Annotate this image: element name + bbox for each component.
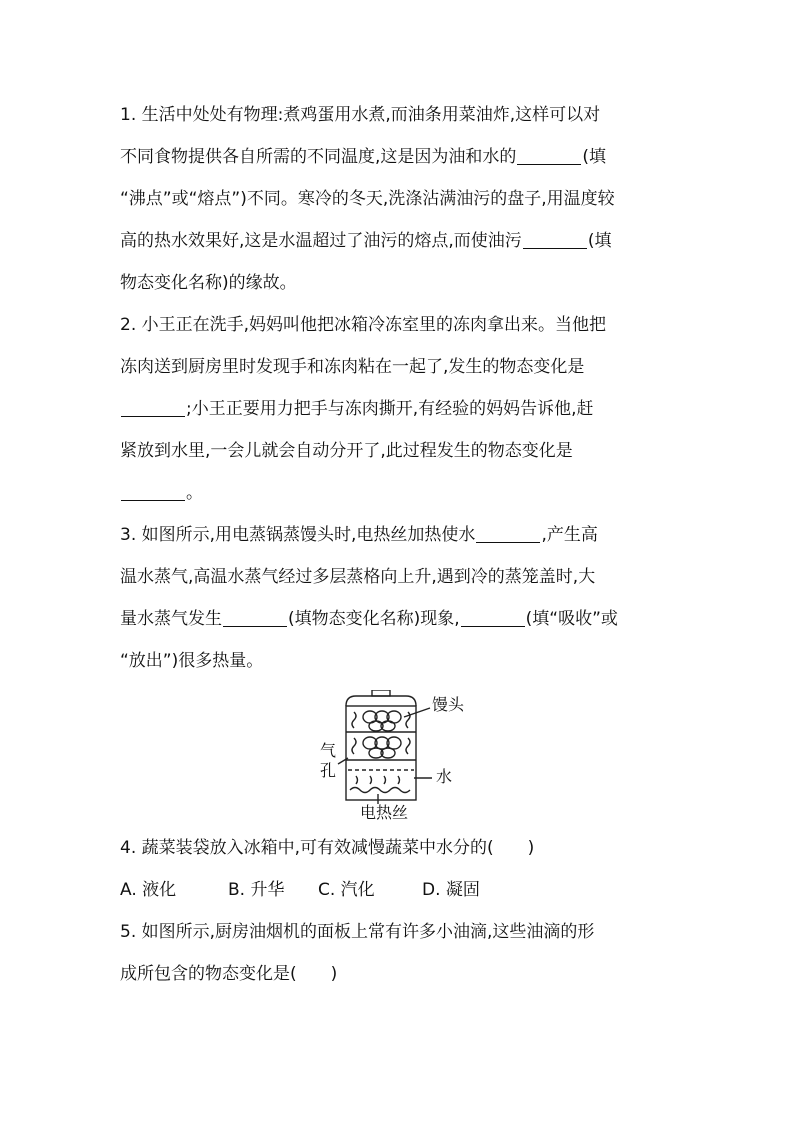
q3-line-1 bbox=[120, 523, 682, 547]
label-water: 水 bbox=[436, 767, 453, 786]
q1-blank-1[interactable] bbox=[517, 146, 581, 165]
q3-text-3c: (填“吸收”或 bbox=[525, 609, 618, 629]
q1-text-3: “沸点”或“熔点”)不同。寒冷的冬天,洗涤沾满油污的盘子,用温度较 bbox=[120, 189, 615, 209]
bubble bbox=[384, 776, 386, 784]
q1-text-5: 物态变化名称)的缘故。 bbox=[120, 273, 297, 293]
q5-text-2a: 成所包含的物态变化是( bbox=[120, 964, 297, 984]
bubble bbox=[370, 776, 372, 784]
lid-handle bbox=[372, 690, 390, 696]
q3-text-4: “放出”)很多热量。 bbox=[120, 651, 264, 671]
label-kong: 孔 bbox=[320, 761, 337, 780]
q2-blank-2[interactable] bbox=[121, 482, 185, 501]
q4-option-c[interactable]: C. 汽化 bbox=[318, 880, 375, 900]
steam-curl bbox=[352, 738, 356, 754]
q2-line-5 bbox=[120, 481, 682, 505]
q4-option-d[interactable]: D. 凝固 bbox=[422, 880, 480, 900]
q2-blank-1[interactable] bbox=[121, 398, 185, 417]
q2-text-3b: ;小王正要用力把手与冻肉撕开,有经验的妈妈告诉他,赶 bbox=[186, 399, 594, 419]
q5-text-1: 5. 如图所示,厨房油烟机的面板上常有许多小油滴,这些油滴的形 bbox=[120, 922, 595, 942]
q2-line-3 bbox=[120, 397, 682, 421]
q5-line-1 bbox=[120, 920, 682, 944]
q2-text-2: 冻肉送到厨房里时发现手和冻肉粘在一起了,发生的物态变化是 bbox=[120, 357, 585, 377]
heating-coil bbox=[350, 788, 410, 793]
q1-blank-2[interactable] bbox=[523, 230, 587, 249]
q4-stem bbox=[120, 836, 682, 860]
q3-line-3 bbox=[120, 607, 682, 631]
q1-text-2b: (填 bbox=[582, 147, 607, 167]
q3-line-4 bbox=[120, 649, 682, 673]
q1-line-3 bbox=[120, 187, 682, 211]
q3-blank-3[interactable] bbox=[461, 608, 525, 627]
q4-option-a[interactable]: A. 液化 bbox=[120, 880, 177, 900]
q4-option-b[interactable]: B. 升华 bbox=[228, 880, 285, 900]
q1-line-1 bbox=[120, 103, 682, 127]
steamer-figure bbox=[320, 690, 474, 825]
q2-text-4: 紧放到水里,一会儿就会自动分开了,此过程发生的物态变化是 bbox=[120, 441, 573, 461]
bubble bbox=[356, 776, 358, 784]
q3-blank-1[interactable] bbox=[476, 524, 540, 543]
label-mantou: 馒头 bbox=[432, 695, 465, 714]
q1-line-2 bbox=[120, 145, 682, 169]
q1-line-4 bbox=[120, 229, 682, 253]
q1-text-4a: 高的热水效果好,这是水温超过了油污的熔点,而使油污 bbox=[120, 231, 522, 251]
steam-curl bbox=[406, 738, 410, 754]
q3-line-2 bbox=[120, 565, 682, 589]
q4-text-b: ) bbox=[527, 838, 535, 858]
q3-text-3a: 量水蒸气发生 bbox=[120, 609, 222, 629]
q3-text-1a: 3. 如图所示,用电蒸锅蒸馒头时,电热丝加热使水 bbox=[120, 525, 476, 545]
q3-blank-2[interactable] bbox=[223, 608, 287, 627]
q3-text-2: 温水蒸气,高温水蒸气经过多层蒸格向上升,遇到冷的蒸笼盖时,大 bbox=[120, 567, 596, 587]
q5-line-2 bbox=[120, 962, 682, 986]
steam-curl bbox=[352, 712, 356, 728]
q2-text-5b: 。 bbox=[186, 483, 203, 503]
q5-text-2b: ) bbox=[330, 964, 338, 984]
label-heater: 电热丝 bbox=[360, 803, 409, 822]
q2-line-4 bbox=[120, 439, 682, 463]
q1-text-2a: 不同食物提供各自所需的不同温度,这是因为油和水的 bbox=[120, 147, 517, 167]
label-qi: 气 bbox=[320, 741, 337, 760]
q3-text-1b: ,产生高 bbox=[541, 525, 598, 545]
q3-text-3b: (填物态变化名称)现象, bbox=[288, 609, 460, 629]
q1-text-4b: (填 bbox=[587, 231, 612, 251]
q2-text-1: 2. 小王正在洗手,妈妈叫他把冰箱冷冻室里的冻肉拿出来。当他把 bbox=[120, 315, 607, 335]
q4-options bbox=[120, 878, 682, 902]
q1-line-5 bbox=[120, 271, 682, 295]
q1-text-1: 1. 生活中处处有物理:煮鸡蛋用水煮,而油条用菜油炸,这样可以对 bbox=[120, 105, 601, 125]
bubble bbox=[398, 776, 400, 784]
q4-text-a: 4. 蔬菜装袋放入冰箱中,可有效减慢蔬菜中水分的( bbox=[120, 838, 494, 858]
q2-line-1 bbox=[120, 313, 682, 337]
lid bbox=[346, 696, 416, 706]
q2-line-2 bbox=[120, 355, 682, 379]
